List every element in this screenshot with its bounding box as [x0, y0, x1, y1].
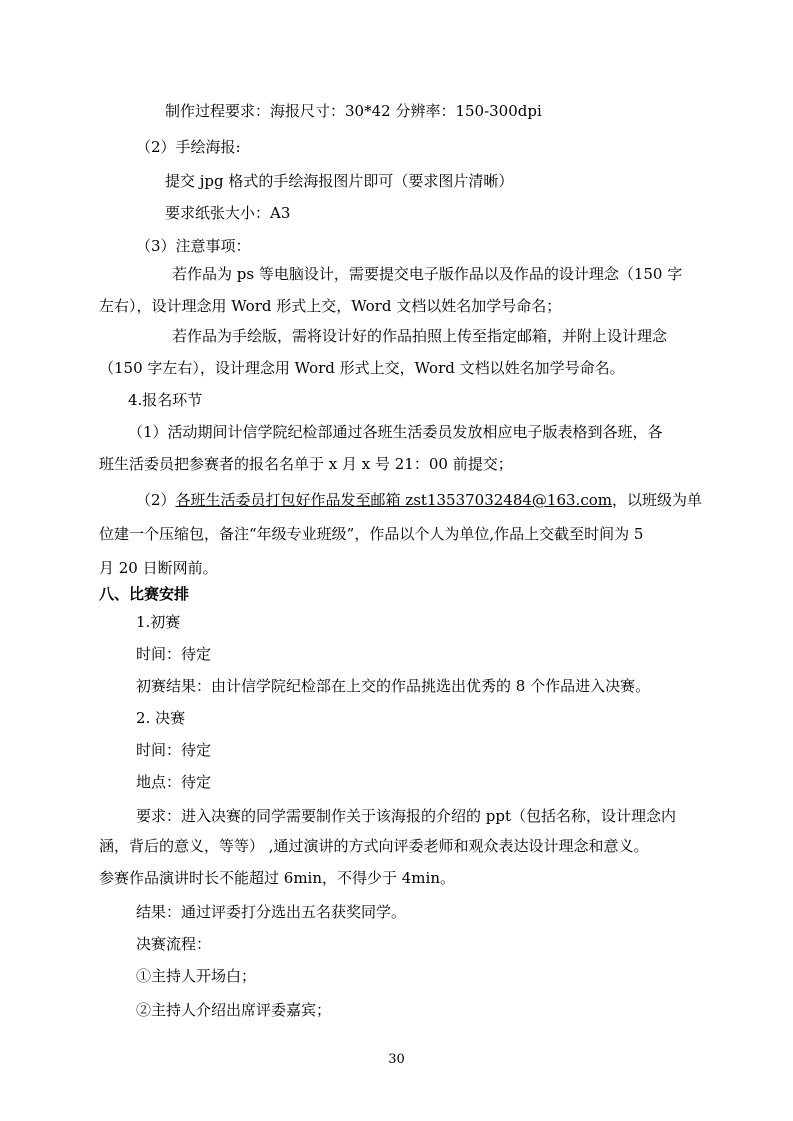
text-line: 参赛作品演讲时长不能超过 6min，不得少于 4min。	[99, 869, 455, 887]
text-line: （3）注意事项：	[136, 237, 251, 255]
email-instruction: 各班生活委员打包好作品发至邮箱 zst13537032484@163.com	[175, 491, 612, 509]
text-line: （150 字左右），设计理念用 Word 形式上交，Word 文档以姓名加学号命名。	[99, 359, 625, 377]
text-line: 班生活委员把参赛者的报名名单于 x 月 x 号 21：00 前提交；	[99, 455, 513, 473]
text-line: 4.报名环节	[128, 391, 203, 409]
text-line: ②主持人介绍出席评委嘉宾；	[136, 1001, 332, 1019]
text-line: 要求：进入决赛的同学需要制作关于该海报的介绍的 ppt（包括名称，设计理念内	[136, 807, 677, 825]
text-line: 制作过程要求：海报尺寸：30*42 分辨率：150-300dpi	[165, 102, 542, 120]
text-line: （1）活动期间计信学院纪检部通过各班生活委员发放相应电子版表格到各班，各	[128, 423, 663, 441]
text-line: 若作品为手绘版，需将设计好的作品拍照上传至指定邮箱，并附上设计理念	[172, 327, 668, 345]
text-line: ①主持人开场白；	[136, 967, 257, 985]
text-line: 决赛流程：	[136, 935, 212, 953]
section-heading: 八、比赛安排	[99, 585, 190, 603]
text-line: 涵，背后的意义，等等） ,通过演讲的方式向评委老师和观众表达设计理念和意义。	[99, 837, 649, 855]
text-fragment: ，以班级为单	[611, 491, 702, 509]
text-line: （2）手绘海报:	[136, 138, 241, 156]
text-line	[136, 490, 702, 510]
page-number: 30	[388, 1052, 405, 1067]
item-number: （2）	[136, 491, 176, 509]
text-line: 提交 jpg 格式的手绘海报图片即可（要求图片清晰）	[165, 172, 514, 190]
text-line: 左右），设计理念用 Word 形式上交，Word 文档以姓名加学号命名；	[99, 297, 562, 315]
text-line: 时间：待定	[136, 741, 212, 759]
text-line: 时间：待定	[136, 645, 212, 663]
text-line: 地点：待定	[136, 773, 212, 791]
text-line: 结果：通过评委打分选出五名获奖同学。	[136, 903, 407, 921]
text-line: 位建一个压缩包，备注“年级专业班级”，作品以个人为单位,作品上交截至时间为 5	[99, 525, 644, 543]
text-line: 月 20 日断网前。	[99, 559, 218, 577]
text-line: 初赛结果：由计信学院纪检部在上交的作品挑选出优秀的 8 个作品进入决赛。	[136, 677, 651, 695]
text-line: 要求纸张大小：A3	[165, 204, 291, 222]
text-line: 1.初赛	[136, 613, 181, 631]
text-line: 2. 决赛	[136, 709, 186, 727]
text-line: 若作品为 ps 等电脑设计，需要提交电子版作品以及作品的设计理念（150 字	[172, 265, 683, 283]
